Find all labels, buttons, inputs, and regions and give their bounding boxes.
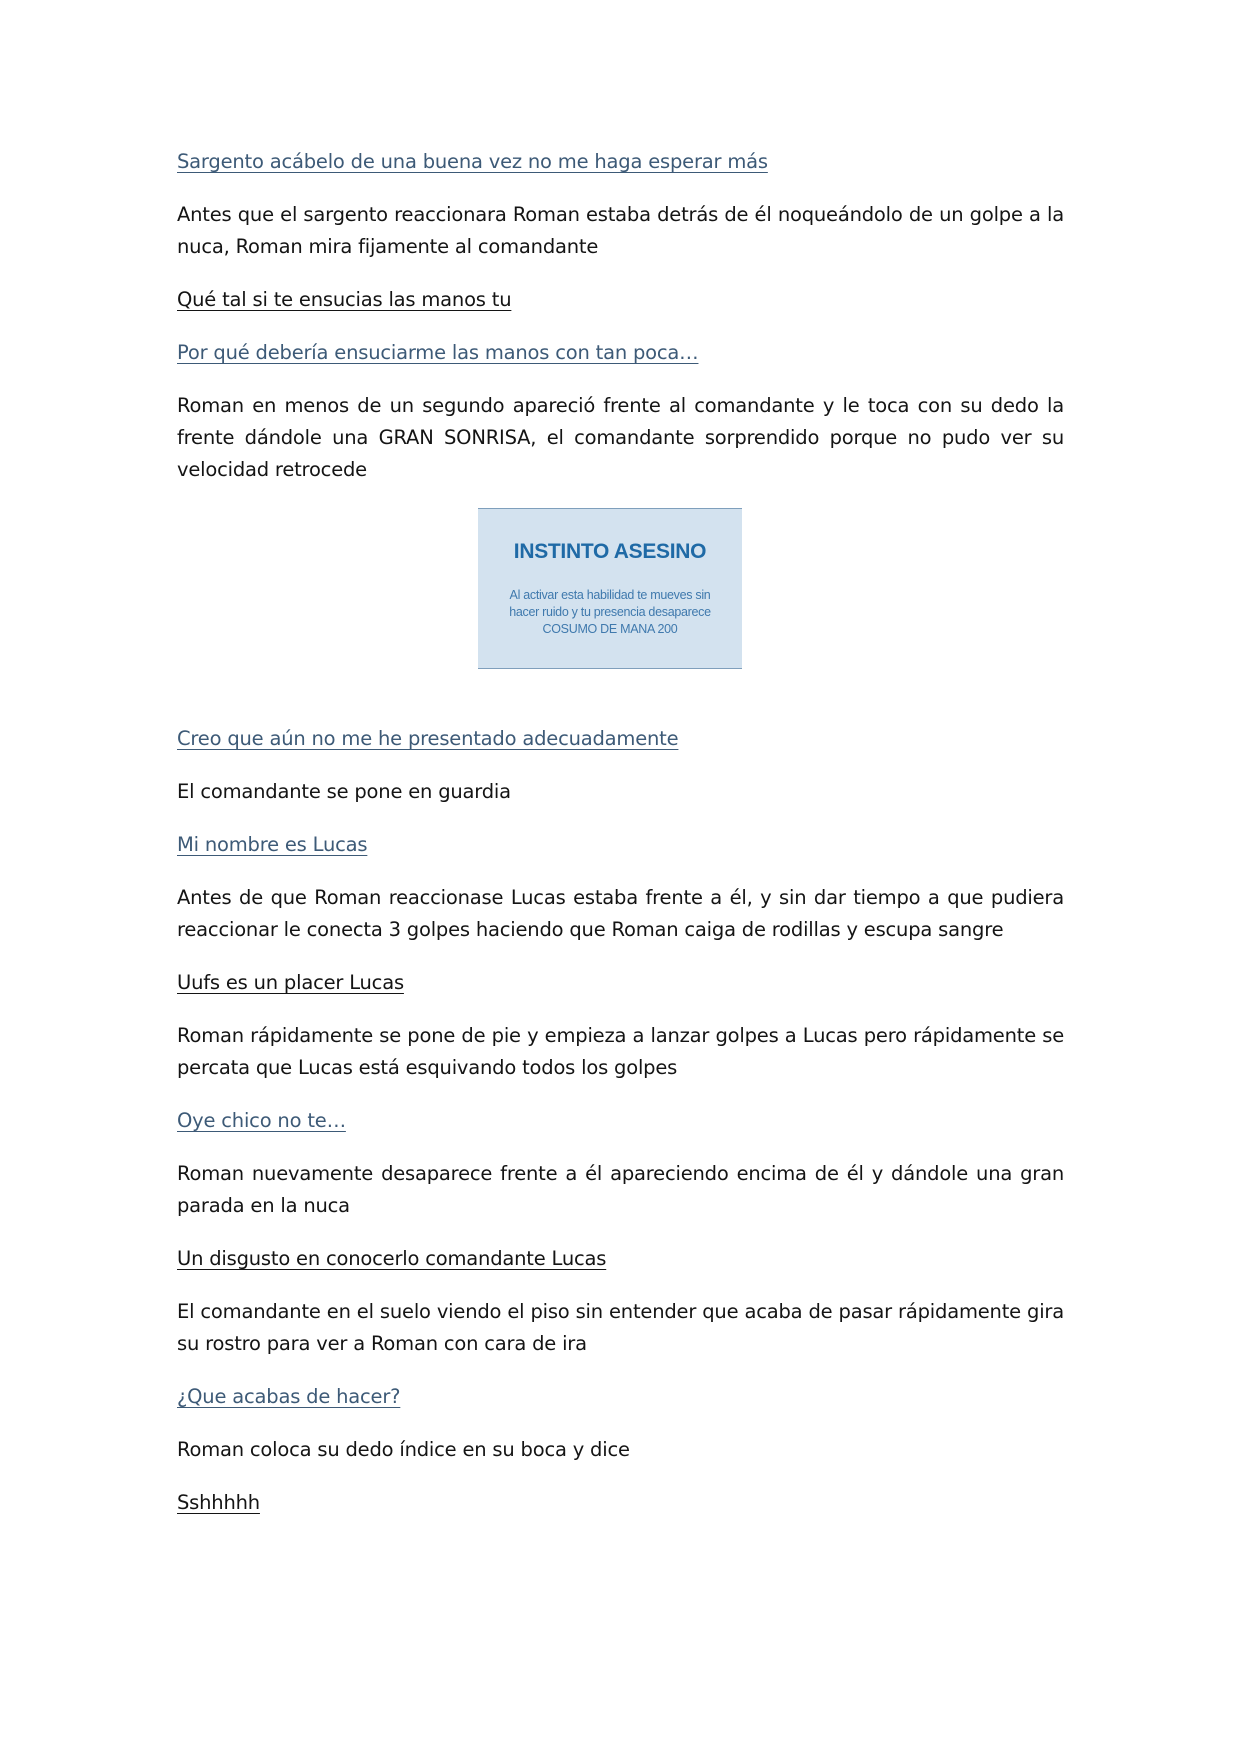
dialogue-line: Sargento acábelo de una buena vez no me haga esperar más <box>177 150 768 173</box>
narrative-paragraph: Antes que el sargento reaccionara Roman estaba detrás de él noqueándolo de un golpe a la nuca, Roman mira fijamente al comandante <box>177 203 1064 258</box>
skill-box-container <box>177 507 1064 723</box>
skill-box <box>478 508 742 669</box>
skill-desc-line: hacer ruido y tu presencia desaparece <box>509 605 711 619</box>
narrative-paragraph: Roman nuevamente desaparece frente a él apareciendo encima de él y dándole una gran parada en la nuca <box>177 1162 1064 1217</box>
skill-desc-line: Al activar esta habilidad te mueves sin <box>509 588 711 602</box>
dialogue-line: Qué tal si te ensucias las manos tu <box>177 288 512 311</box>
dialogue-line: Un disgusto en conocerlo comandante Lucas <box>177 1247 607 1270</box>
skill-title: INSTINTO ASESINO <box>513 540 707 563</box>
dialogue-line: Sshhhhh <box>177 1491 260 1514</box>
document-body <box>177 146 1064 1540</box>
narrative-paragraph: El comandante en el suelo viendo el piso sin entender que acaba de pasar rápidamente gira su rostro para ver a Roman con cara de ira <box>177 1300 1064 1355</box>
dialogue-line: Oye chico no te… <box>177 1109 346 1132</box>
dialogue-line: Por qué debería ensuciarme las manos con tan poca… <box>177 341 699 364</box>
dialogue-line: ¿Que acabas de hacer? <box>177 1385 401 1408</box>
dialogue-line: Mi nombre es Lucas <box>177 833 368 856</box>
narrative-paragraph: El comandante se pone en guardia <box>177 780 511 803</box>
skill-mana-cost: COSUMO DE MANA 200 <box>542 622 678 636</box>
dialogue-line: Creo que aún no me he presentado adecuadamente <box>177 727 679 750</box>
narrative-paragraph: Roman rápidamente se pone de pie y empieza a lanzar golpes a Lucas pero rápidamente se percata que Lucas está esquivando todos los golpes <box>177 1024 1064 1079</box>
skill-description <box>498 587 722 638</box>
narrative-paragraph: Roman en menos de un segundo apareció frente al comandante y le toca con su dedo la frente dándole una GRAN SONRISA, el comandante sorprendido porque no pudo ver su velocidad retrocede <box>177 394 1064 481</box>
narrative-paragraph: Antes de que Roman reaccionase Lucas estaba frente a él, y sin dar tiempo a que pudiera reaccionar le conecta 3 golpes haciendo que Roman caiga de rodillas y escupa sangre <box>177 886 1064 941</box>
dialogue-line: Uufs es un placer Lucas <box>177 971 404 994</box>
narrative-paragraph: Roman coloca su dedo índice en su boca y dice <box>177 1438 630 1461</box>
